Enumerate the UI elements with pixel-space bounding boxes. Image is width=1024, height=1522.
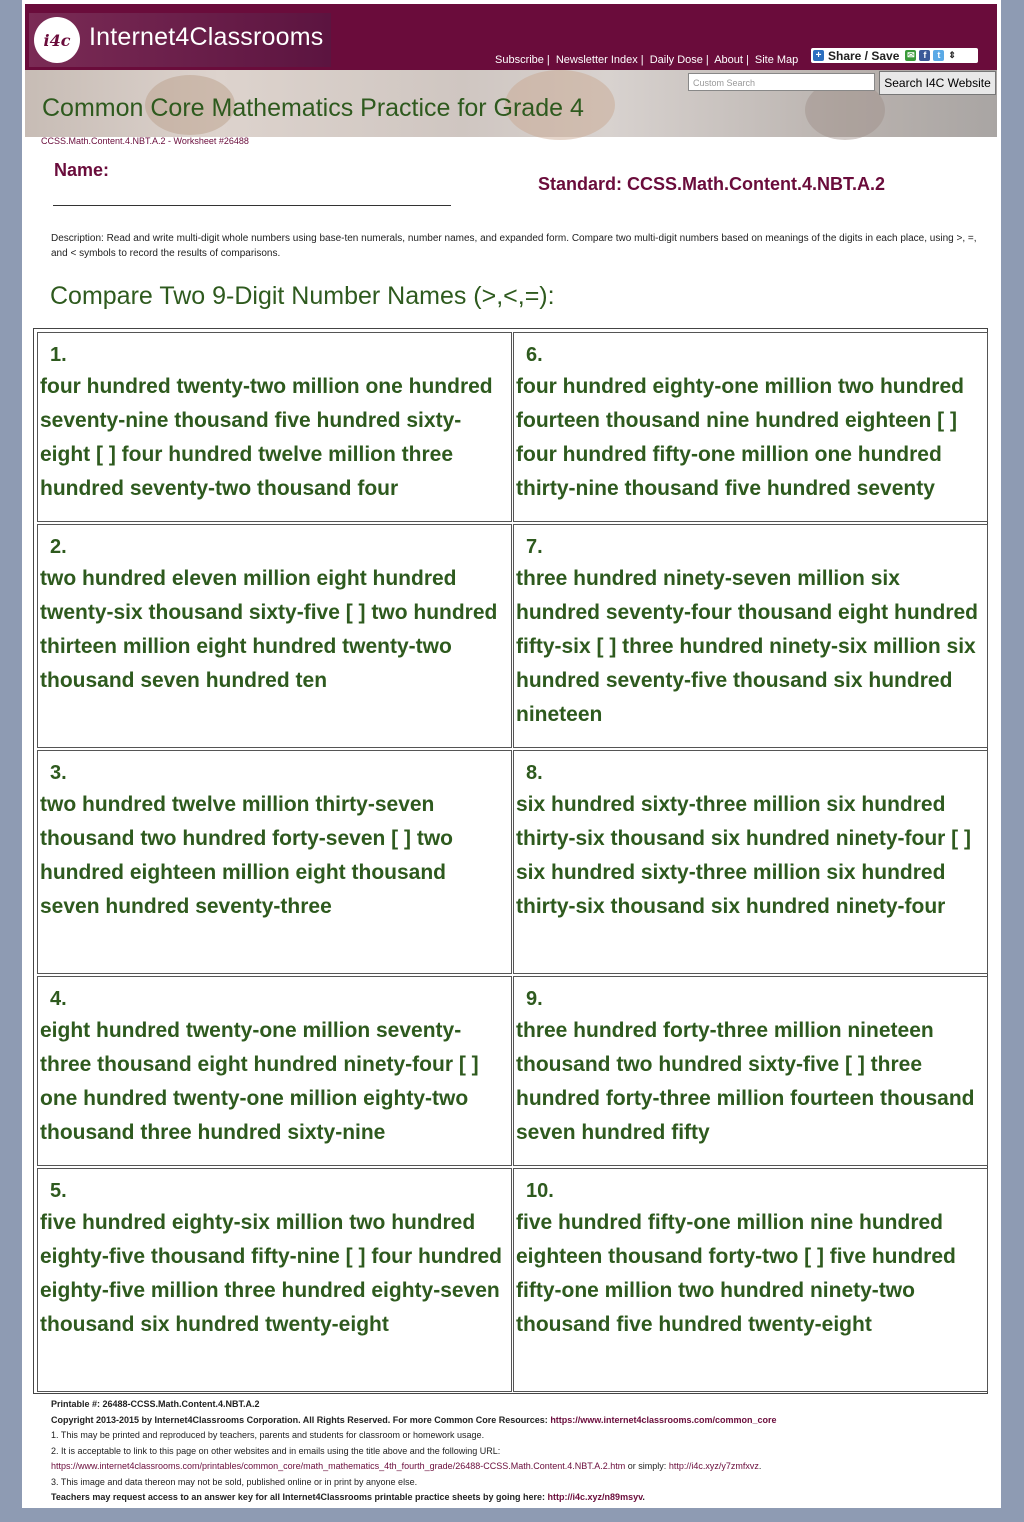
question-cell	[513, 976, 988, 1166]
question-text: three hundred forty-three million nineteen thousand two hundred sixty-five [ ] three hundred forty-three million fourteen thousand seven hundred fifty	[516, 1019, 975, 1144]
question-cell	[37, 976, 512, 1166]
url-or-text: or simply:	[627, 1461, 667, 1471]
breadcrumb: CCSS.Math.Content.4.NBT.A.2 - Worksheet #26488	[41, 136, 249, 146]
question-number: 3.	[50, 762, 67, 784]
question-cell	[513, 1168, 988, 1392]
nav-site-map[interactable]: Site Map	[754, 54, 799, 66]
note-2: 2. It is acceptable to link to this page on other websites and in emails using the title above and the following URL:	[51, 1445, 501, 1456]
teachers-text: Teachers may request access to an answer key for all Internet4Classrooms printable practice sheets by going here:	[51, 1492, 546, 1502]
question-text: four hundred twenty-two million one hundred seventy-nine thousand five hundred sixty-eight [ ] four hundred twelve million three hundred seventy-two thousand four	[40, 375, 493, 500]
answer-key-link[interactable]: http://i4c.xyz/n89msyv	[547, 1492, 643, 1502]
question-text: three hundred ninety-seven million six hundred seventy-four thousand eight hundred fifty-six [ ] three hundred ninety-six million six hundred seventy-five thousand six hundred nineteen	[516, 567, 978, 726]
nav-newsletter-index[interactable]: Newsletter Index	[555, 54, 638, 66]
question-number: 5.	[50, 1180, 67, 1202]
question-cell	[513, 750, 988, 974]
question-number: 7.	[526, 536, 543, 558]
nav-daily-dose[interactable]: Daily Dose	[649, 54, 703, 66]
share-label: Share / Save	[828, 48, 900, 63]
copyright	[51, 1413, 996, 1429]
email-share-icon: ✉	[907, 50, 915, 60]
worksheet-page	[22, 0, 1001, 1508]
question-text: four hundred eighty-one million two hundred fourteen thousand nine hundred eighteen [ ] four hundred fifty-one million one hundred thirty-nine thousand five hundred seventy	[516, 375, 964, 500]
question-cell	[37, 524, 512, 748]
question-number: 6.	[526, 344, 543, 366]
question-number: 2.	[50, 536, 67, 558]
site-header	[25, 4, 997, 70]
name-line	[53, 205, 451, 206]
question-text: two hundred twelve million thirty-seven thousand two hundred forty-seven [ ] two hundred eighteen million eight thousand seven hundred seventy-three	[40, 793, 453, 918]
footer	[51, 1397, 996, 1506]
search-button[interactable]: Search I4C Website	[879, 71, 996, 95]
logo-text: Internet4Classrooms	[89, 23, 324, 51]
question-number: 10.	[526, 1180, 554, 1202]
worksheet-url-link[interactable]: https://www.internet4classrooms.com/printables/common_core/math_mathematics_4th_fourth_grade/26488-CCSS.Math.Content.4.NBT.A.2.htm	[51, 1461, 626, 1471]
question-text: eight hundred twenty-one million seventy-three thousand eight hundred ninety-four [ ] one hundred twenty-one million eighty-two thousand three hundred sixty-nine	[40, 1019, 479, 1144]
question-text: five hundred eighty-six million two hundred eighty-five thousand fifty-nine [ ] four hundred eighty-five million three hundred eighty-seven thousand six hundred twenty-eight	[40, 1211, 502, 1336]
dropdown-arrows-icon: ⇕	[948, 50, 956, 60]
note-3: 3. This image and data thereon may not be sold, published online or in print by anyone else.	[51, 1476, 418, 1487]
url-line: https://www.internet4classrooms.com/printables/common_core/math_mathematics_4th_fourth_grade/26488-CCSS.Math.Content.4.NBT.A.2.htm or simply: http://i4c.xyz/y7zmfxvz.	[51, 1461, 762, 1471]
standard-label: Standard: CCSS.Math.Content.4.NBT.A.2	[538, 174, 886, 194]
page-title: Common Core Mathematics Practice for Grade 4	[42, 94, 584, 122]
question-cell	[513, 524, 988, 748]
question-text: two hundred eleven million eight hundred twenty-six thousand sixty-five [ ] two hundred thirteen million eight hundred twenty-two thousand seven hundred ten	[40, 567, 498, 692]
question-text: five hundred fifty-one million nine hundred eighteen thousand forty-two [ ] five hundred fifty-one million two hundred ninety-two thousand five hundred twenty-eight	[516, 1211, 956, 1336]
question-text: six hundred sixty-three million six hundred thirty-six thousand six hundred ninety-four [ ] six hundred sixty-three million six hundred thirty-six thousand six hundred ninety-four	[516, 793, 972, 918]
question-cell	[37, 332, 512, 522]
top-nav: Subscribe | Newsletter Index | Daily Dose | About | Site Map	[495, 54, 799, 66]
question-number: 1.	[50, 344, 67, 366]
plus-icon: +	[813, 50, 824, 61]
questions-table	[33, 328, 988, 1394]
question-number: 8.	[526, 762, 543, 784]
facebook-icon: f	[919, 50, 930, 61]
short-url-link[interactable]: http://i4c.xyz/y7zmfxvz	[668, 1461, 759, 1471]
printable-number: Printable #: 26488-CCSS.Math.Content.4.NBT.A.2	[51, 1399, 260, 1409]
section-title: Compare Two 9-Digit Number Names (>,<,=):	[50, 282, 555, 310]
question-cell	[37, 750, 512, 974]
question-cell	[37, 1168, 512, 1392]
search-input[interactable]: Custom Search	[688, 73, 875, 91]
name-label: Name:	[54, 160, 110, 180]
twitter-icon: t	[933, 50, 944, 61]
note-1: 1. This may be printed and reproduced by teachers, parents and students for classroom or homework usage.	[51, 1430, 485, 1440]
description: Description: Read and write multi-digit whole numbers using base-ten numerals, number names, and expanded form. Compare two multi-digit numbers based on meanings of the digits in each place, using >, =, and < symbols to record the results of comparisons.	[51, 233, 977, 259]
logo-badge: i4c	[34, 17, 80, 63]
teachers-note: Teachers may request access to an answer key for all Internet4Classrooms printable practice sheets by going here: http://i4c.xyz/n89msyv.	[51, 1492, 645, 1502]
question-cell	[513, 332, 988, 522]
copyright-text: Copyright 2013-2015 by Internet4Classrooms Corporation. All Rights Reserved. For more Common Core Resources:	[51, 1414, 548, 1425]
site-logo[interactable]	[29, 13, 331, 67]
nav-about[interactable]: About	[714, 54, 743, 66]
nav-subscribe[interactable]: Subscribe	[495, 54, 544, 66]
share-save-button[interactable]	[811, 48, 978, 63]
question-number: 9.	[526, 988, 543, 1010]
common-core-link[interactable]: https://www.internet4classrooms.com/common_core	[550, 1414, 777, 1425]
question-number: 4.	[50, 988, 67, 1010]
